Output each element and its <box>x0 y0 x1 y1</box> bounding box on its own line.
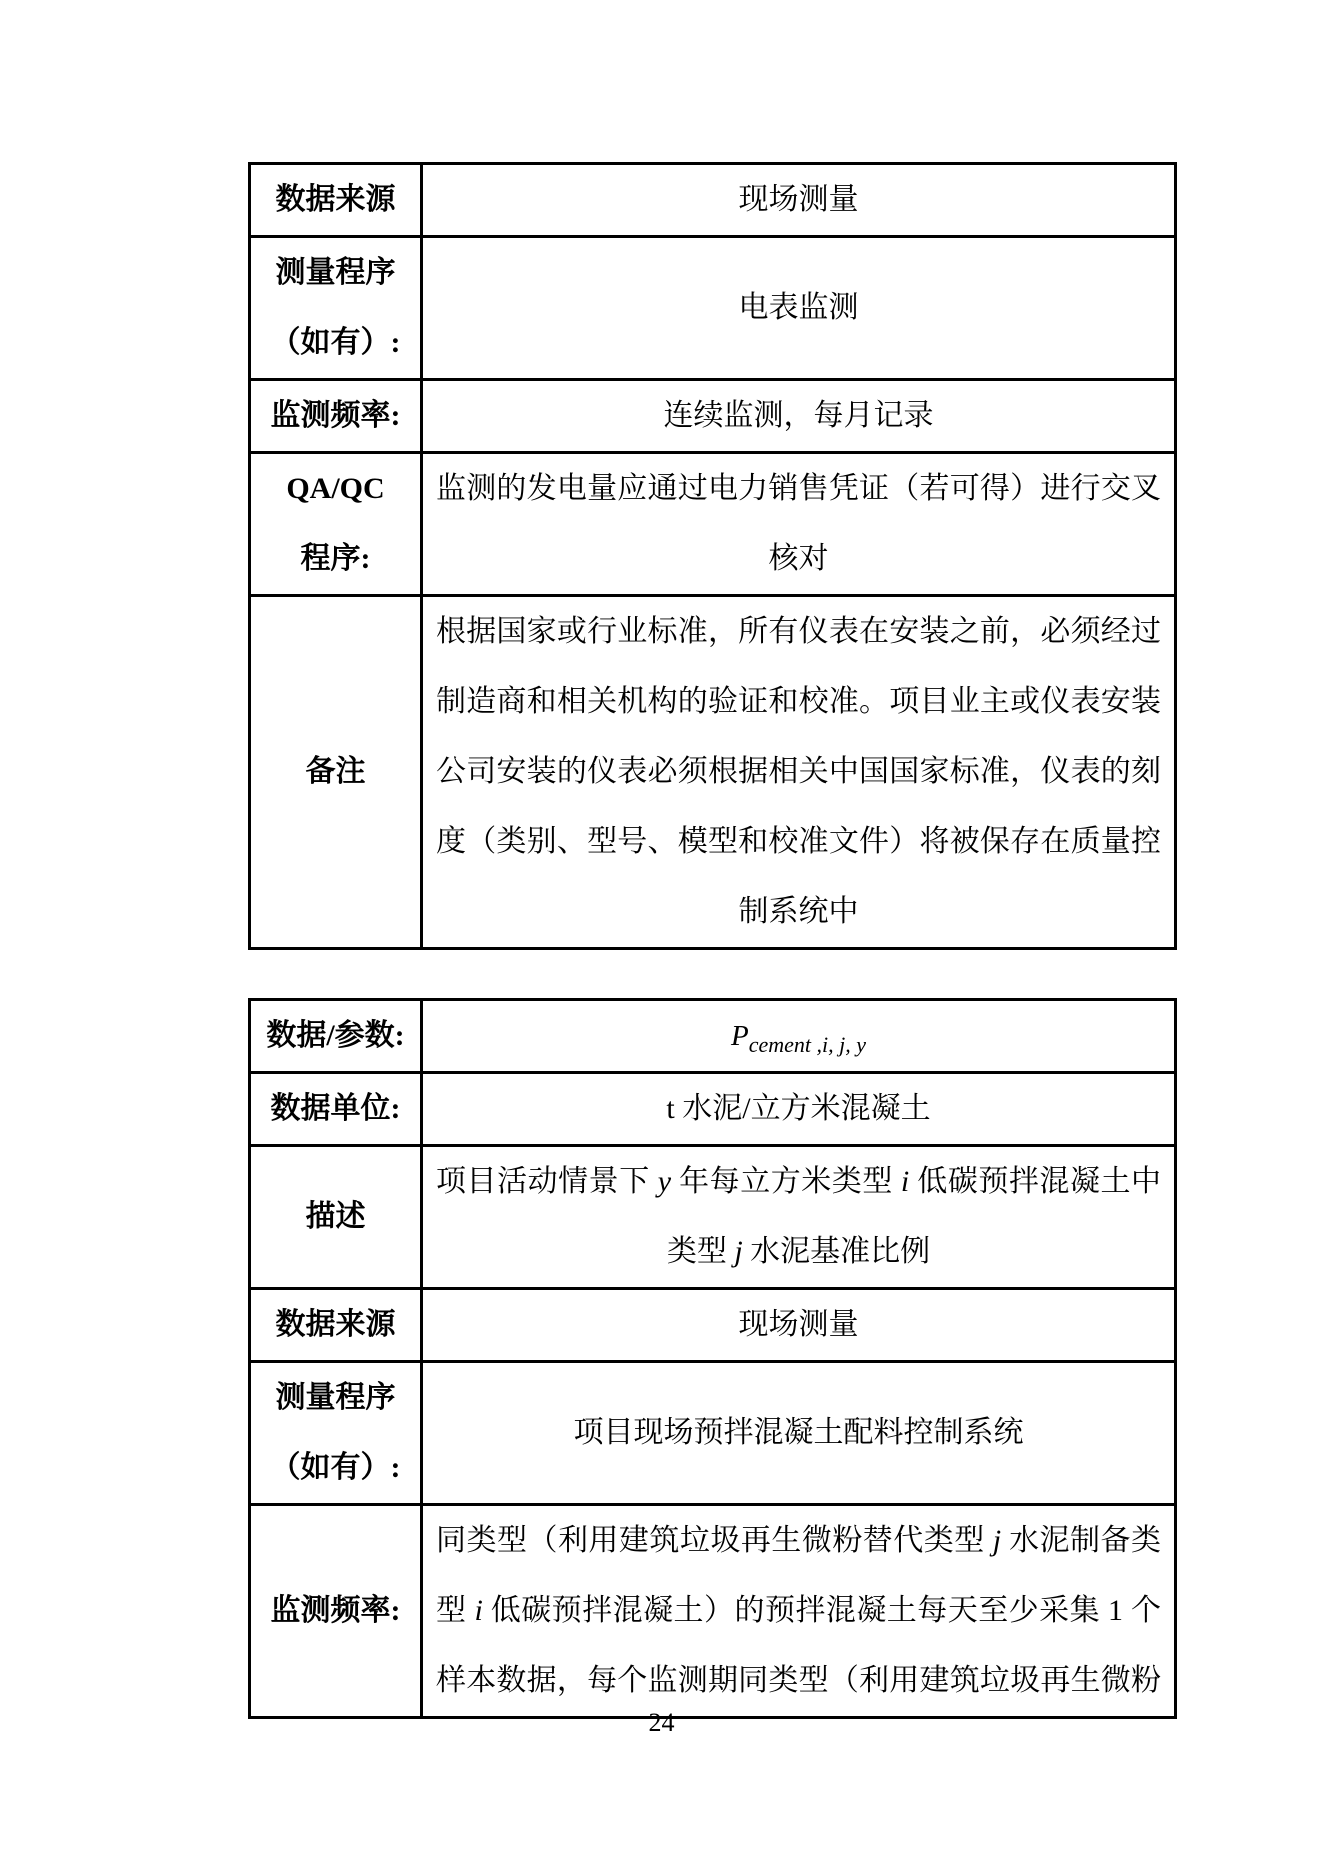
row-label: （如有）: <box>270 1451 401 1484</box>
page-number: 24 <box>648 1708 675 1737</box>
row-label: 数据来源 <box>275 1308 396 1341</box>
row-label-cell <box>250 380 422 453</box>
table-row <box>250 1505 1176 1718</box>
monitoring-table-cement-parameter <box>248 998 1177 1719</box>
row-value-line: 连续监测，每月记录 <box>663 399 934 432</box>
table-row <box>250 1146 1176 1289</box>
row-label: 数据来源 <box>275 183 396 216</box>
table-row <box>250 1000 1176 1073</box>
row-label: 监测频率: <box>270 399 401 432</box>
row-value-line: 电表监测 <box>738 291 859 324</box>
row-label: 备注 <box>305 755 366 788</box>
table-row <box>250 596 1176 949</box>
parameter-formula <box>436 1001 1161 1071</box>
row-label: QA/QC <box>286 472 385 505</box>
row-label: 监测频率: <box>270 1594 401 1627</box>
row-label-cell <box>250 1073 422 1146</box>
row-label-cell <box>250 1362 422 1505</box>
row-value-line: 制造商和相关机构的验证和校准。项目业主或仪表安装 <box>436 685 1161 718</box>
row-label-cell <box>250 164 422 237</box>
row-value-cell <box>422 1289 1176 1362</box>
row-label-cell <box>250 1289 422 1362</box>
row-value-cell <box>422 380 1176 453</box>
row-value-cell <box>422 237 1176 380</box>
row-value-cell <box>422 453 1176 596</box>
row-label-cell <box>250 596 422 949</box>
row-label: 程序: <box>300 542 371 575</box>
row-value-line: 根据国家或行业标准，所有仪表在安装之前，必须经过 <box>436 615 1161 648</box>
table-row <box>250 1073 1176 1146</box>
formula-base: P <box>730 1020 749 1052</box>
row-label: 数据/参数: <box>266 1019 405 1052</box>
formula-subscript: cement ,i, j, y <box>748 1031 866 1057</box>
row-label: 测量程序 <box>275 256 396 289</box>
row-label: 数据单位: <box>270 1092 401 1125</box>
row-value-line: 制系统中 <box>738 895 859 928</box>
table-row <box>250 453 1176 596</box>
row-value-line: 监测的发电量应通过电力销售凭证（若可得）进行交叉 <box>436 472 1161 505</box>
row-value-cell <box>422 1073 1176 1146</box>
row-value-line: 公司安装的仪表必须根据相关中国国家标准，仪表的刻 <box>436 755 1161 788</box>
row-label-cell <box>250 1146 422 1289</box>
row-value-line: t 水泥/立方米混凝土 <box>666 1092 931 1125</box>
row-label-cell <box>250 237 422 380</box>
row-value-line: 样本数据，每个监测期同类型（利用建筑垃圾再生微粉 <box>436 1664 1161 1697</box>
row-label: 描述 <box>305 1200 366 1233</box>
row-value-line: 类型 j 水泥基准比例 <box>666 1235 931 1268</box>
row-value-line: 项目现场预拌混凝土配料控制系统 <box>573 1416 1024 1449</box>
row-value-line: 同类型（利用建筑垃圾再生微粉替代类型 j 水泥制备类 <box>436 1524 1161 1557</box>
row-label-cell <box>250 1000 422 1073</box>
row-label: 测量程序 <box>275 1381 396 1414</box>
table-row <box>250 1289 1176 1362</box>
row-value-line: 项目活动情景下 y 年每立方米类型 i 低碳预拌混凝土中 <box>436 1165 1161 1198</box>
table-row <box>250 380 1176 453</box>
table-row <box>250 237 1176 380</box>
table-row <box>250 164 1176 237</box>
row-value-cell <box>422 1362 1176 1505</box>
row-label-cell <box>250 453 422 596</box>
row-label-cell <box>250 1505 422 1718</box>
row-value-line: 型 i 低碳预拌混凝土）的预拌混凝土每天至少采集 1 个 <box>436 1594 1161 1627</box>
row-value-line: 度（类别、型号、模型和校准文件）将被保存在质量控 <box>436 825 1161 858</box>
row-value-cell <box>422 164 1176 237</box>
row-value-line: 现场测量 <box>738 183 859 216</box>
row-value-cell <box>422 1146 1176 1289</box>
row-label: （如有）: <box>270 326 401 359</box>
monitoring-table-electricity <box>248 162 1177 950</box>
row-value-cell <box>422 596 1176 949</box>
row-value-cell <box>422 1000 1176 1073</box>
row-value-line: 核对 <box>768 542 829 575</box>
row-value-cell <box>422 1505 1176 1718</box>
row-value-line: 现场测量 <box>738 1308 859 1341</box>
table-row <box>250 1362 1176 1505</box>
